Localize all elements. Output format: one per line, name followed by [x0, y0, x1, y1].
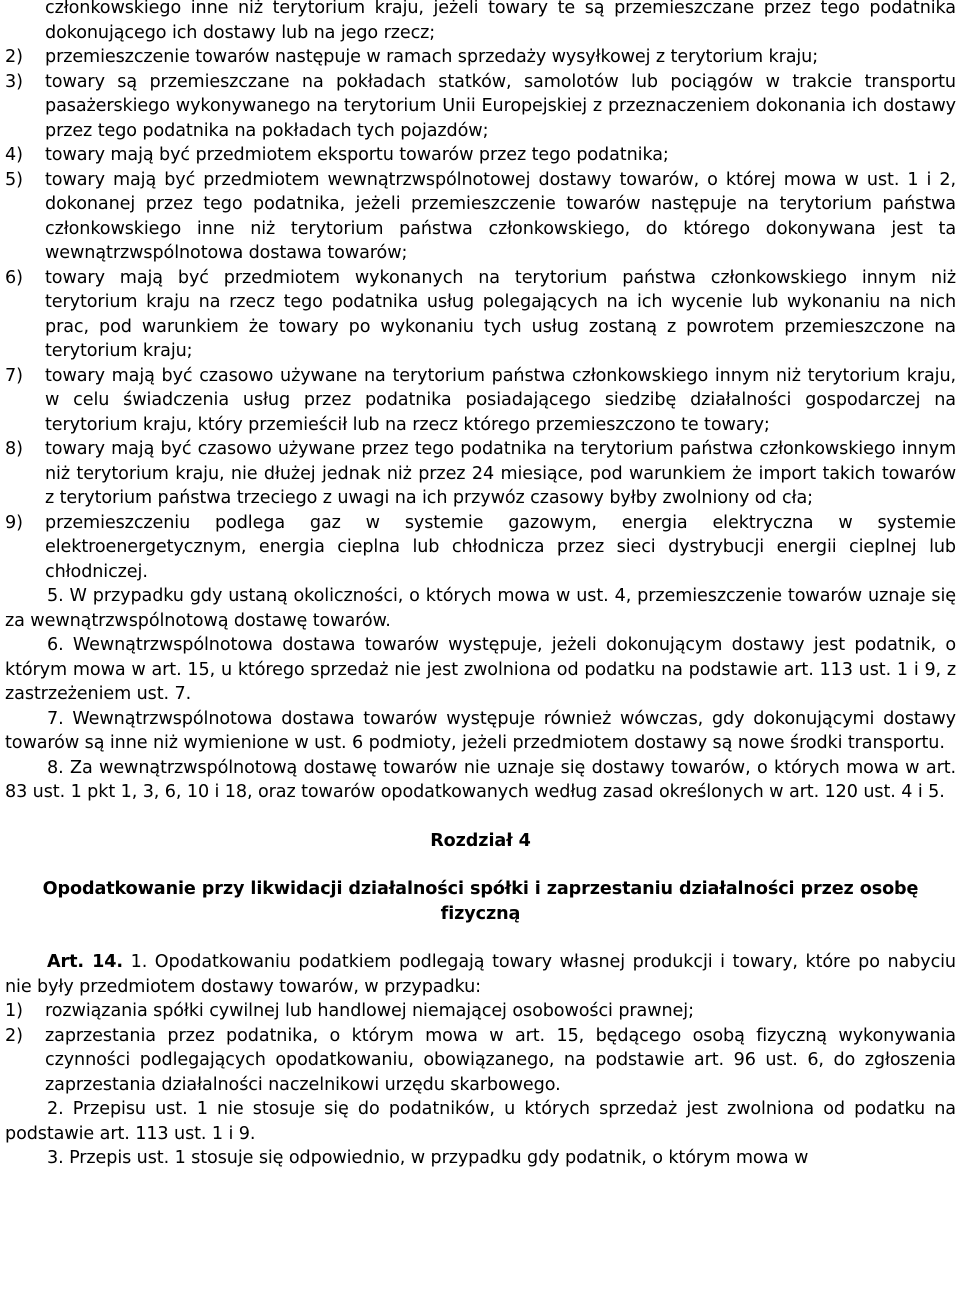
list-text: towary mają być czasowo używane na terytorium państwa członkowskiego innym niż terytorium kraju, w celu świadczenia usług przez podatnika posiadającego siedzibę działalności gospodarczej na terytorium kraju, który przemieścił lub na rzecz którego przemieszczono te towary;: [45, 365, 956, 435]
article-14-list-item-2: [5, 1024, 956, 1098]
article-label: Art. 14.: [47, 952, 123, 972]
list-item-7: [5, 364, 956, 438]
list-text: przemieszczenie towarów następuje w ramach sprzedaży wysyłkowej z terytorium kraju;: [45, 47, 819, 67]
continued-paragraph: członkowskiego inne niż terytorium kraju, jeżeli towary te są przemieszczane przez tego podatnika dokonującego ich dostawy lub na jego rzecz;: [45, 0, 956, 43]
list-item-9: [5, 511, 956, 585]
list-text: rozwiązania spółki cywilnej lub handlowej niemającej osobowości prawnej;: [45, 1001, 694, 1021]
list-text: towary są przemieszczane na pokładach statków, samolotów lub pociągów w trakcie transportu pasażerskiego wykonywanego na terytorium Unii Europejskiej z przeznaczeniem dokonania ich dostawy przez tego podatnika na pokładach tych pojazdów;: [45, 71, 956, 141]
paragraph-5: 5. W przypadku gdy ustaną okoliczności, o których mowa w ust. 4, przemieszczenie towarów uznaje się za wewnątrzwspólnotową dostawę towarów.: [5, 586, 956, 631]
list-number: 9): [5, 512, 23, 533]
list-text: zaprzestania przez podatnika, o którym mowa w art. 15, będącego osobą fizyczną wykonywania czynności podlegających opodatkowaniu, obowiązanego, na podstawie art. 96 ust. 6, do zgłoszenia zaprzestania działalności naczelnikowi urzędu skarbowego.: [45, 1025, 956, 1095]
paragraph-8: 8. Za wewnątrzwspólnotową dostawę towarów nie uznaje się dostawy towarów, o których mowa w art. 83 ust. 1 pkt 1, 3, 6, 10 i 18, oraz towarów opodatkowanych według zasad określonych w art. 120 ust. 4 i 5.: [5, 757, 956, 802]
list-number: 7): [5, 365, 23, 386]
list-text: przemieszczeniu podlega gaz w systemie gazowym, energia elektryczna w systemie elektroenergetycznym, energia cieplna lub chłodnicza przez sieci dystrybucji energii cieplnej lub chłodniczej.: [45, 512, 956, 582]
article-14-paragraph-3: 3. Przepis ust. 1 stosuje się odpowiednio, w przypadku gdy podatnik, o którym mowa w: [47, 1148, 809, 1168]
list-text: towary mają być czasowo używane przez tego podatnika na terytorium państwa członkowskiego innym niż terytorium kraju, nie dłużej jednak niż przez 24 miesiące, pod warunkiem że import takich towarów z terytorium państwa trzeciego z uwagi na ich przywóz czasowy byłby zwolniony od cła;: [45, 439, 956, 508]
list-item-3: [5, 70, 956, 144]
chapter-label: Rozdział 4: [430, 830, 531, 851]
list-text: towary mają być przedmiotem wykonanych na terytorium państwa członkowskiego innym niż terytorium kraju na rzecz tego podatnika usług polegających na ich wycenie lub wykonaniu na nich prac, pod warunkiem że towary po wykonaniu tych usług zostaną z powrotem przemieszczone na terytorium kraju;: [45, 267, 956, 361]
list-item-8: [5, 437, 956, 511]
list-number: 2): [5, 1025, 23, 1046]
list-item-6: [5, 266, 956, 364]
chapter-title: Opodatkowanie przy likwidacji działalności spółki i zaprzestaniu działalności przez osobę fizyczną: [42, 879, 919, 924]
list-text: towary mają być przedmiotem eksportu towarów przez tego podatnika;: [45, 145, 669, 165]
list-item-5: [5, 168, 956, 266]
list-number: 5): [5, 169, 23, 190]
paragraph-6: 6. Wewnątrzwspólnotowa dostawa towarów występuje, jeżeli dokonującym dostawy jest podatnik, o którym mowa w art. 15, u którego sprzedaż nie jest zwolniona od podatku na podstawie art. 113 ust. 1 i 9, z zastrzeżeniem ust. 7.: [5, 635, 956, 704]
list-text: towary mają być przedmiotem wewnątrzwspólnotowej dostawy towarów, o której mowa w ust. 1 i 2, dokonanej przez tego podatnika, jeżeli przemieszczenie towarów następuje na terytorium państwa członkowskiego inne niż terytorium państwa członkowskiego, do którego dokonywana jest ta wewnątrzwspólnotowa dostawa towarów;: [45, 169, 956, 263]
list-number: 3): [5, 71, 23, 92]
article-14-paragraph-1: [5, 950, 956, 999]
paragraph-7: 7. Wewnątrzwspólnotowa dostawa towarów występuje również wówczas, gdy dokonującymi dostawy towarów są inne niż wymienione w ust. 6 podmioty, jeżeli przedmiotem dostawy są nowe środki transportu.: [5, 708, 956, 753]
article-14-paragraph-2: 2. Przepisu ust. 1 nie stosuje się do podatników, u których sprzedaż jest zwolniona od podatku na podstawie art. 113 ust. 1 i 9.: [5, 1099, 956, 1144]
list-item-4: [5, 143, 956, 168]
list-number: 4): [5, 145, 23, 165]
list-number: 2): [5, 47, 23, 67]
list-item-2: [5, 45, 956, 70]
article-14-list-item-1: [5, 999, 956, 1024]
list-number: 8): [5, 439, 23, 459]
article-14-paragraph-1-text: 1. Opodatkowaniu podatkiem podlegają towary własnej produkcji i towary, które po nabyciu nie były przedmiotem dostawy towarów, w przypadku:: [5, 952, 956, 997]
list-number: 6): [5, 267, 23, 288]
list-number: 1): [5, 1001, 23, 1021]
